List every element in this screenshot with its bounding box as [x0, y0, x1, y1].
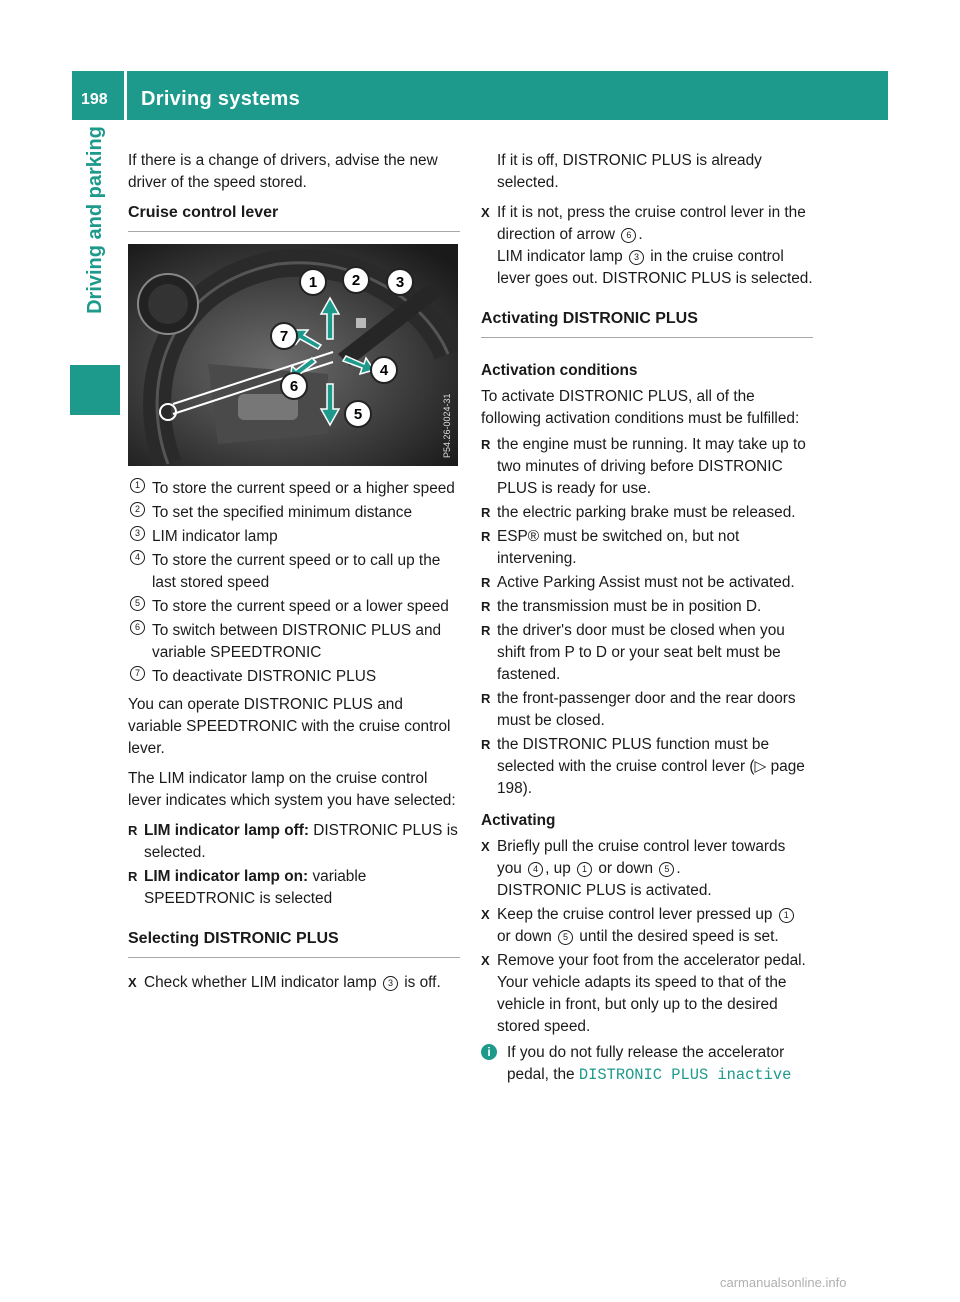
figure-code: P54.26-0024-31	[442, 393, 452, 458]
callout-3	[387, 269, 413, 295]
watermark: carmanualsonline.info	[720, 1275, 847, 1290]
left-column	[128, 150, 460, 996]
lim-list	[128, 820, 460, 910]
svg-text:6: 6	[289, 378, 299, 395]
legend-item: 1 To store the current speed or a higher speed	[128, 478, 460, 500]
list-item: R LIM indicator lamp off: DISTRONIC PLUS is selected.	[128, 820, 460, 864]
list-item: R LIM indicator lamp on: variable SPEEDTRONIC is selected	[128, 866, 460, 910]
list-item: R the driver's door must be closed when you shift from P to D or your seat belt must be fastened.	[481, 620, 813, 686]
legend-item: 7 To deactivate DISTRONIC PLUS	[128, 666, 460, 688]
selecting-steps	[128, 972, 460, 994]
step-item: X If it is not, press the cruise control lever in the direction of arrow 6 . LIM indicator lamp 3 in the cruise control lever goes out. DISTRONIC PLUS is selected.	[481, 202, 813, 290]
step-item: X Remove your foot from the accelerator pedal. Your vehicle adapts its speed to that of the vehicle in front, but only up to the desired stored speed.	[481, 950, 813, 1038]
activation-conditions-heading: Activation conditions	[481, 362, 638, 379]
list-item: R the transmission must be in position D.	[481, 596, 813, 618]
lim-paragraph: The LIM indicator lamp on the cruise control lever indicates which system you have selected:	[128, 770, 456, 809]
display-message: DISTRONIC PLUS inactive	[578, 1066, 792, 1084]
list-item: R the DISTRONIC PLUS function must be selected with the cruise control lever (▷ page 198).	[481, 734, 813, 800]
activating-steps	[481, 836, 813, 1038]
page-title: Driving systems	[141, 88, 301, 110]
selecting-steps-cont	[481, 202, 813, 290]
side-square	[70, 365, 120, 415]
operate-paragraph: You can operate DISTRONIC PLUS and variable SPEEDTRONIC with the cruise control lever.	[128, 696, 451, 757]
callout-1	[300, 269, 326, 295]
legend-item: 4 To store the current speed or to call up the last stored speed	[128, 550, 460, 594]
step-item: X Keep the cruise control lever pressed up 1 or down 5 until the desired speed is set.	[481, 904, 813, 948]
legend-list	[128, 478, 460, 688]
svg-text:7: 7	[279, 328, 289, 345]
info-note: i If you do not fully release the accelerator pedal, the DISTRONIC PLUS inactive	[481, 1042, 813, 1086]
list-item: R the front-passenger door and the rear doors must be closed.	[481, 688, 813, 732]
conditions-list	[481, 434, 813, 800]
cruise-control-figure	[128, 244, 458, 466]
already-selected-text: If it is off, DISTRONIC PLUS is already selected.	[497, 152, 762, 191]
conditions-intro: To activate DISTRONIC PLUS, all of the following activation conditions must be fulfilled:	[481, 388, 800, 427]
step-item: X Briefly pull the cruise control lever towards you 4 , up 1 or down 5 . DISTRONIC PLUS is activated.	[481, 836, 813, 902]
page-number: 198	[81, 91, 108, 108]
activating-heading: Activating DISTRONIC PLUS	[481, 308, 813, 338]
legend-item: 3 LIM indicator lamp	[128, 526, 460, 548]
svg-text:4: 4	[379, 362, 389, 379]
svg-text:2: 2	[351, 272, 361, 289]
svg-text:1: 1	[308, 274, 318, 291]
list-item: R the engine must be running. It may take up to two minutes of driving before DISTRONIC PLUS is ready for use.	[481, 434, 813, 500]
intro-paragraph: If there is a change of drivers, advise the new driver of the speed stored.	[128, 152, 438, 191]
callout-7	[271, 323, 297, 349]
list-item: R Active Parking Assist must not be activated.	[481, 572, 813, 594]
legend-item: 6 To switch between DISTRONIC PLUS and variable SPEEDTRONIC	[128, 620, 460, 664]
list-item: R ESP® must be switched on, but not intervening.	[481, 526, 813, 570]
side-tab	[70, 120, 120, 320]
right-column	[481, 150, 813, 1086]
legend-item: 2 To set the specified minimum distance	[128, 502, 460, 524]
legend-item: 5 To store the current speed or a lower speed	[128, 596, 460, 618]
callout-2	[343, 267, 369, 293]
side-tab-label: Driving and parking	[84, 126, 106, 314]
info-icon: i	[481, 1044, 497, 1060]
header-divider	[124, 71, 127, 120]
list-item: R the electric parking brake must be released.	[481, 502, 813, 524]
callout-4	[371, 357, 397, 383]
activating-subheading: Activating	[481, 812, 556, 829]
selecting-heading: Selecting DISTRONIC PLUS	[128, 928, 460, 958]
svg-text:5: 5	[353, 406, 363, 423]
step-item: X Check whether LIM indicator lamp 3 is off.	[128, 972, 460, 994]
callout-6	[281, 373, 307, 399]
cruise-control-lever-heading: Cruise control lever	[128, 202, 460, 232]
svg-text:3: 3	[395, 274, 405, 291]
callout-5	[345, 401, 371, 427]
